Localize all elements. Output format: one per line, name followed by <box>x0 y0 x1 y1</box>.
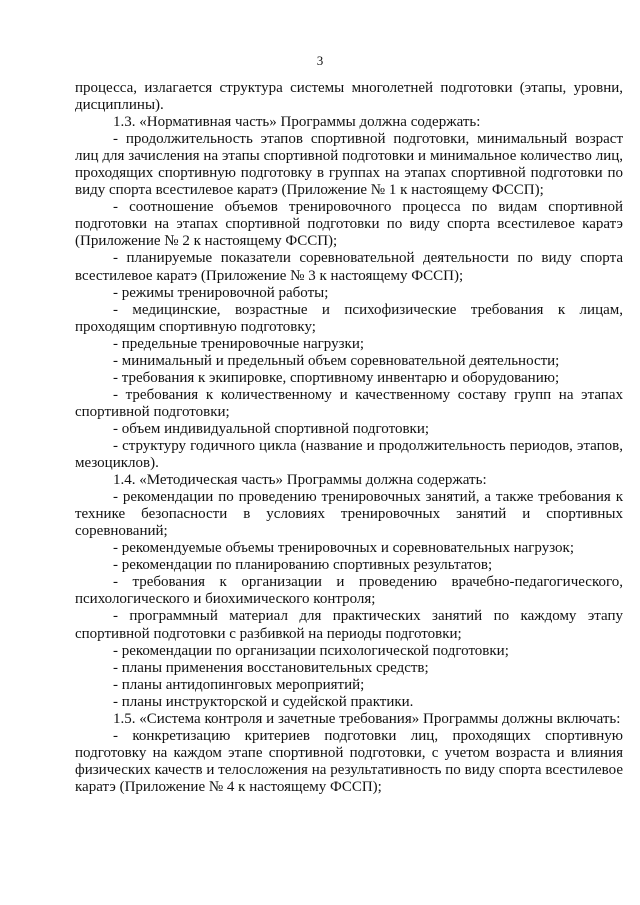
paragraph: процесса, излагается структура системы многолетней подготовки (этапы, уровни, дисциплины). <box>75 80 623 114</box>
paragraph: - рекомендации по проведению тренировочных занятий, а также требования к технике безопасности в условиях тренировочных занятий и спортивных соревнований; <box>75 489 623 540</box>
paragraph: - объем индивидуальной спортивной подготовки; <box>113 420 430 437</box>
paragraph: - предельные тренировочные нагрузки; <box>113 335 365 352</box>
paragraph: - продолжительность этапов спортивной подготовки, минимальный возраст лиц для зачисления на этапы спортивной подготовки и минимальное количество лиц, проходящих спортивную подготовку в группах на этапах спортивной подготовки по виду спорта всестилевое каратэ (Приложение № 1 к настоящему ФССП); <box>75 131 623 199</box>
paragraph: 1.3. «Нормативная часть» Программы должна содержать: <box>113 114 481 131</box>
paragraph: - планируемые показатели соревновательной деятельности по виду спорта всестилевое каратэ (Приложение № 3 к настоящему ФССП); <box>75 250 623 284</box>
paragraph: - медицинские, возрастные и психофизические требования к лицам, проходящим спортивную подготовку; <box>75 301 623 335</box>
paragraph: - требования к экипировке, спортивному инвентарю и оборудованию; <box>113 369 560 386</box>
paragraph: - конкретизацию критериев подготовки лиц, проходящих спортивную подготовку на каждом этапе спортивной подготовки, с учетом возраста и влияния физических качеств и телосложения на результативность по виду спорта всестилевое каратэ (Приложение № 4 к настоящему ФССП); <box>75 727 623 795</box>
paragraph: - рекомендации по планированию спортивных результатов; <box>113 557 493 574</box>
paragraph: - рекомендации по организации психологической подготовки; <box>113 642 509 659</box>
paragraph: - требования к организации и проведению врачебно-педагогического, психологического и биохимического контроля; <box>75 574 623 608</box>
paragraph: - планы применения восстановительных средств; <box>113 659 429 676</box>
paragraph: - режимы тренировочной работы; <box>113 284 329 301</box>
paragraph: 1.5. «Система контроля и зачетные требования» Программы должны включать: <box>113 710 621 727</box>
paragraph: 1.4. «Методическая часть» Программы должна содержать: <box>113 472 487 489</box>
paragraph: - планы антидопинговых мероприятий; <box>113 676 365 693</box>
document-body <box>75 80 623 796</box>
paragraph: - структуру годичного цикла (название и продолжительность периодов, этапов, мезоциклов). <box>75 437 623 472</box>
paragraph: - рекомендуемые объемы тренировочных и соревновательных нагрузок; <box>113 540 575 557</box>
paragraph: - планы инструкторской и судейской практики. <box>113 693 414 710</box>
paragraph: - программный материал для практических занятий по каждому этапу спортивной подготовки с разбивкой на периоды подготовки; <box>75 608 623 642</box>
paragraph: - соотношение объемов тренировочного процесса по видам спортивной подготовки на этапах спортивной подготовки по виду спорта всестилевое каратэ (Приложение № 2 к настоящему ФССП); <box>75 199 623 250</box>
page-number: 3 <box>316 53 324 68</box>
paragraph: - минимальный и предельный объем соревновательной деятельности; <box>113 352 560 369</box>
paragraph: - требования к количественному и качественному составу групп на этапах спортивной подготовки; <box>75 386 623 420</box>
